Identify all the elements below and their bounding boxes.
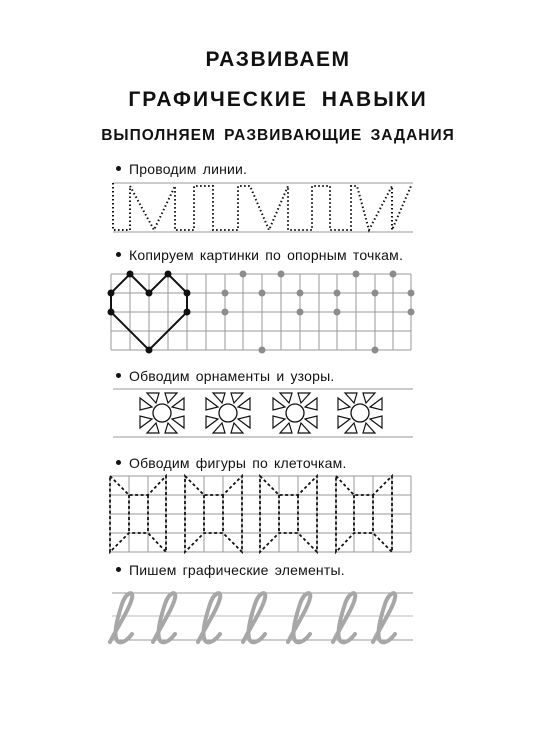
script-loop-element <box>110 593 132 642</box>
script-loop-element <box>153 593 175 642</box>
section-subtitle: ВЫПОЛНЯЕМ РАЗВИВАЮЩИЕ ЗАДАНИЯ <box>101 127 455 144</box>
task-label: Пишем графические элементы. <box>129 562 345 578</box>
script-loop-element <box>373 593 395 642</box>
script-loop-element <box>288 593 310 642</box>
task-label: Копируем картинки по опорным точкам. <box>129 247 404 263</box>
script-loop-element <box>333 593 355 642</box>
task-label: Обводим фигуры по клеточкам. <box>129 455 347 471</box>
page-title-line-2: ГРАФИЧЕСКИЕ НАВЫКИ <box>128 88 428 111</box>
script-loop-element <box>198 593 220 642</box>
page-title: РАЗВИВАЕМ <box>205 48 351 71</box>
script-loop-element <box>243 593 265 642</box>
task-label: Проводим линии. <box>129 161 248 177</box>
task-label: Обводим орнаменты и узоры. <box>129 368 335 384</box>
